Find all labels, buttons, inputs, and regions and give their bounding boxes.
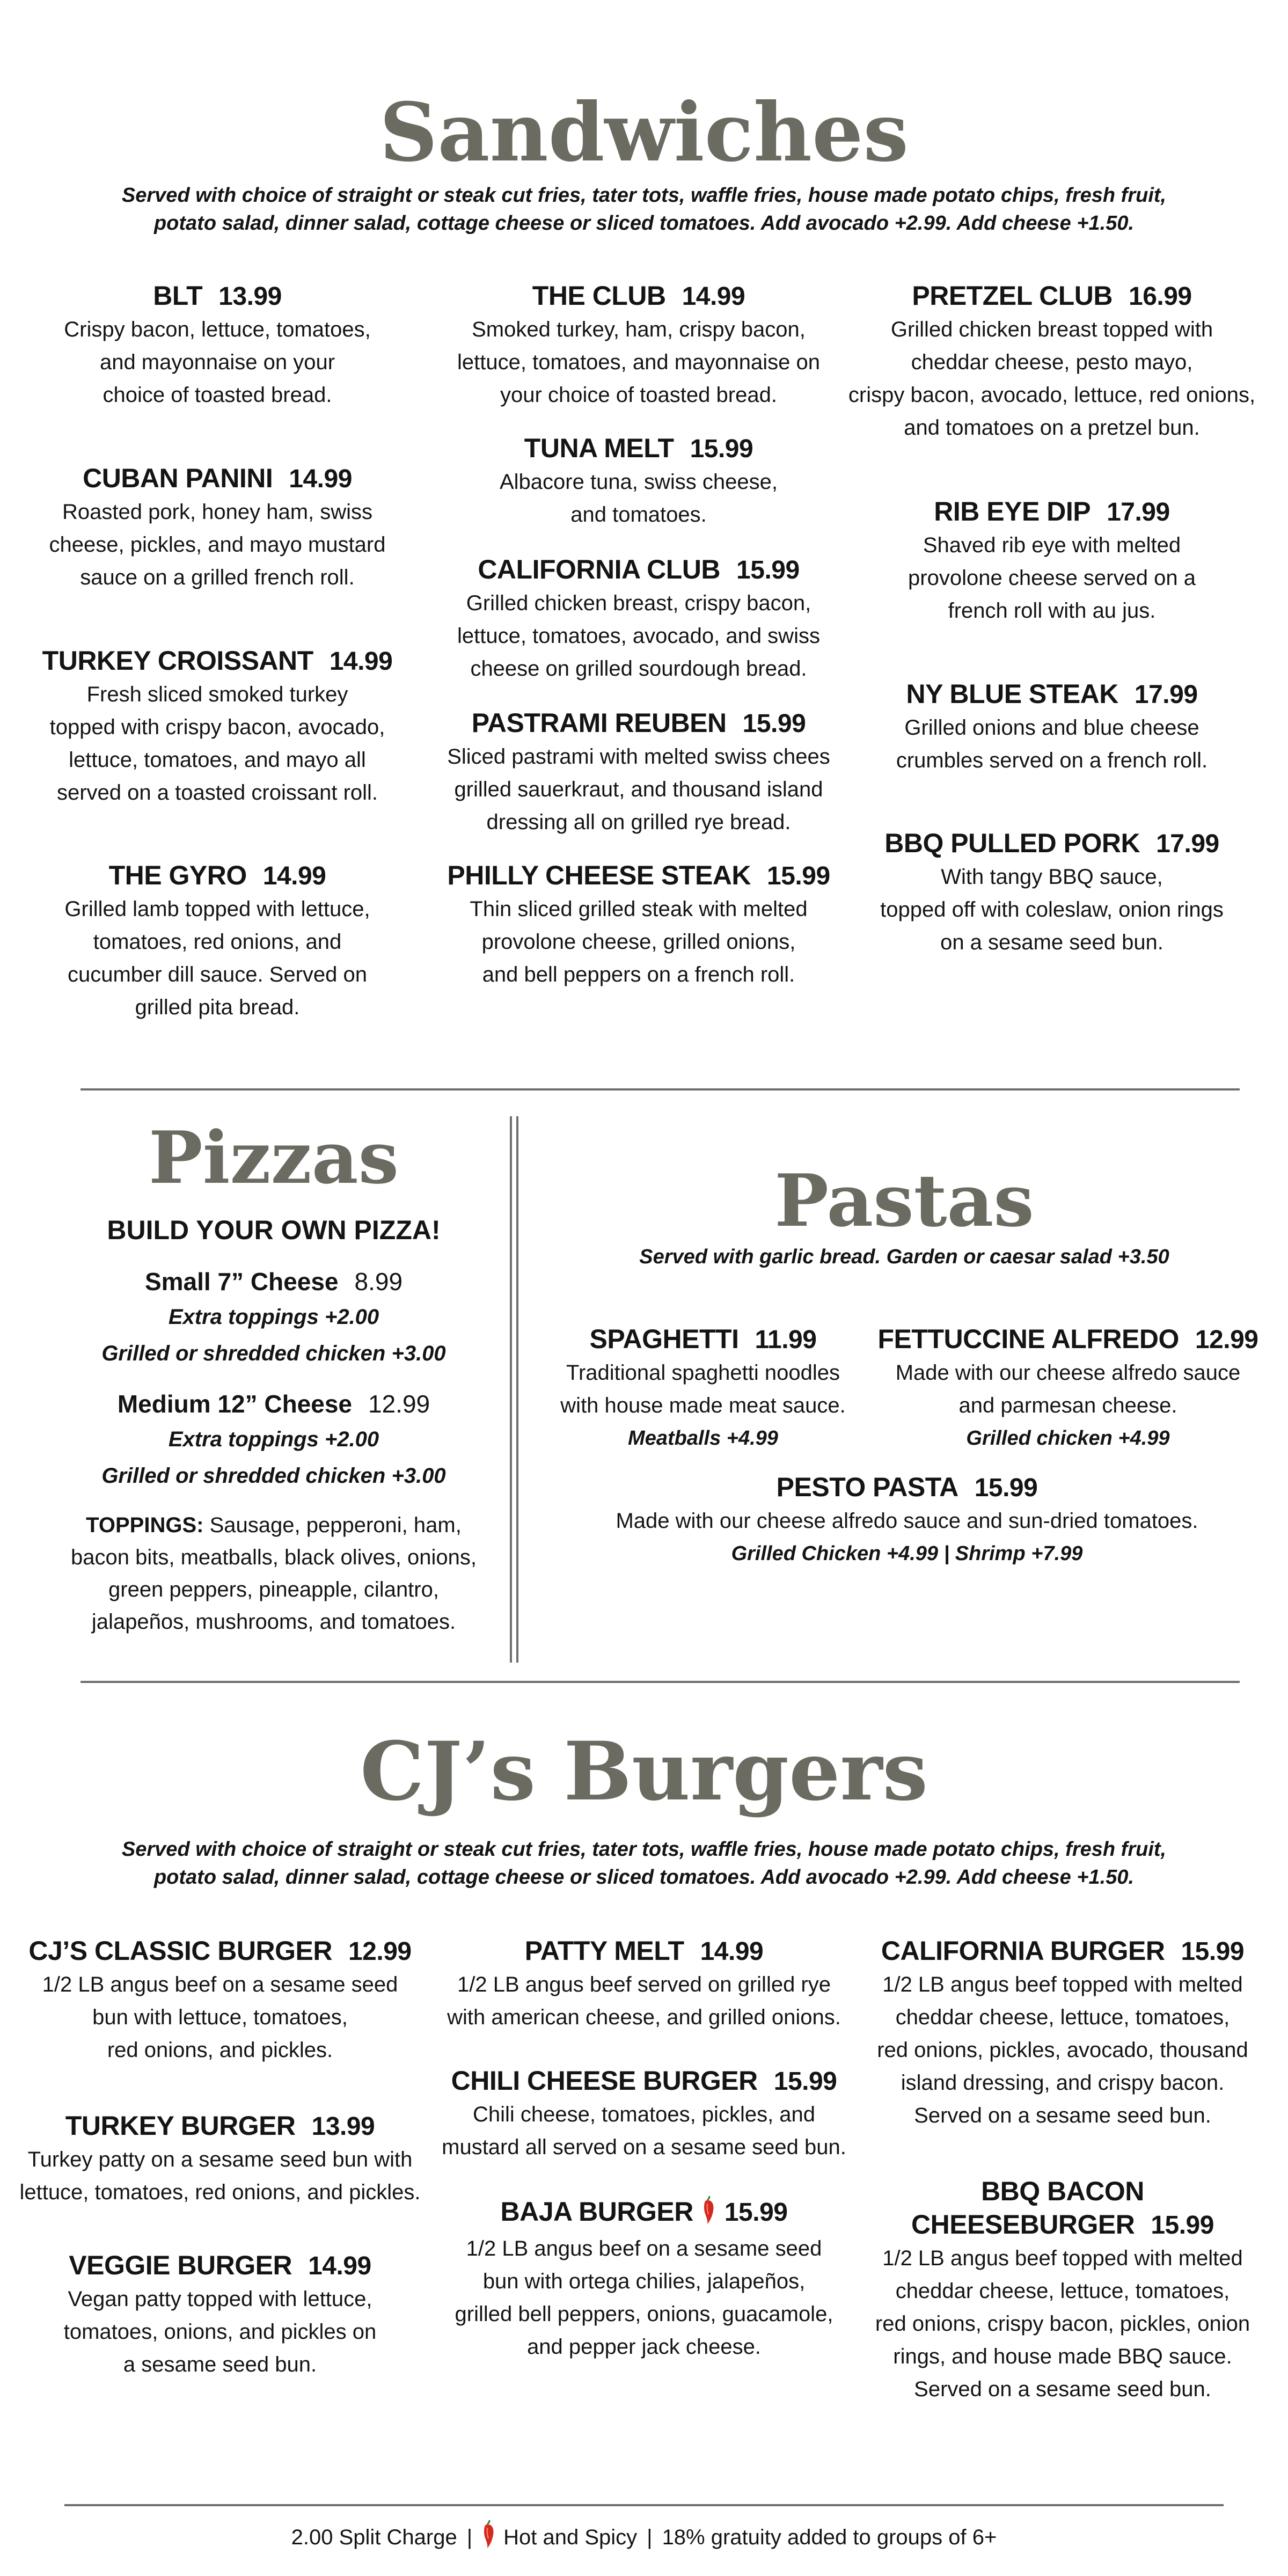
item-name: BBQ PULLED PORK [884,828,1140,858]
split-charge-note: 2.00 Split Charge [291,2526,457,2550]
toppings-text: Sausage, pepperoni, ham, [203,1513,462,1537]
toppings-text: green peppers, pineapple, cilantro, [108,1578,439,1601]
item-price: 15.99 [1181,1937,1245,1966]
item-name-row [869,1322,1267,1357]
menu-item-patty-melt [440,1934,848,2034]
menu-item-rib-eye-dip [848,495,1256,627]
item-description: Grilled chicken breast, crispy bacon, lettuce, tomatoes, avocado, and swiss cheese on grilled sourdough bread. [457,591,820,680]
pizza-pasta-divider-right [516,1116,518,1663]
item-name-row [440,1934,848,1968]
item-price: 14.99 [682,282,745,311]
item-name-row [848,677,1256,712]
item-name: THE CLUB [532,281,666,311]
hot-and-spicy-legend: Hot and Spicy [503,2526,638,2550]
item-name-row [21,462,413,496]
item-price: 15.99 [690,435,753,463]
menu-item-the-gyro [21,859,413,1024]
pizza-chicken-addon: Grilled or shredded chicken +3.00 [101,1342,446,1365]
item-description: Sliced pastrami with melted swiss chees grilled sauerkraut, and thousand island dressing all on grilled rye bread. [447,745,830,834]
menu-item-baja-burger [440,2195,848,2363]
menu-item-blt [21,279,413,412]
pizza-size-name: Small 7” Cheese [144,1268,339,1296]
pizza-toppings [54,1509,494,1638]
pizza-price: 12.99 [368,1390,430,1418]
item-price: 13.99 [311,2112,375,2141]
footer [0,2519,1288,2558]
item-description: 1/2 LB angus beef topped with melted cheddar cheese, lettuce, tomatoes, red onions, pickles, avocado, thousand island dressing, and crispy bacon. Served on a sesame seed bun. [877,1973,1248,2127]
item-description: Grilled onions and blue cheese crumbles served on a french roll. [896,716,1208,772]
sandwiches-title: Sandwiches [379,85,909,180]
item-name: BBQ BACON [981,2176,1144,2206]
item-name-row [440,2195,848,2233]
item-name: TUNA MELT [524,433,674,463]
item-name-row [429,859,848,893]
item-name: CUBAN PANINI [83,463,273,493]
item-name-row [440,2064,848,2098]
item-name: CALIFORNIA BURGER [881,1936,1165,1966]
item-name: FETTUCCINE ALFREDO [877,1324,1179,1354]
item-description: Shaved rib eye with melted provolone cheese served on a french roll with au jus. [908,533,1196,623]
item-price: 14.99 [308,2252,371,2280]
item-description: 1/2 LB angus beef on a sesame seed bun with lettuce, tomatoes, red onions, and pickles. [42,1973,398,2062]
item-name-row [853,1934,1272,1968]
item-price: 15.99 [773,2067,837,2096]
toppings-label: TOPPINGS: [86,1513,204,1537]
pizza-extra-toppings: Extra toppings +2.00 [168,1305,379,1329]
item-price: 14.99 [262,862,326,890]
item-name-row [853,2208,1272,2242]
burgers-title: CJ’s Burgers [360,1724,928,1819]
item-name-row [429,431,848,466]
menu-item-ny-blue-steak [848,677,1256,777]
item-description: Grilled chicken breast topped with cheddar cheese, pesto mayo, crispy bacon, avocado, lettuce, red onions, and tomatoes on a pretzel bun. [848,318,1256,440]
item-name: BAJA BURGER [500,2197,693,2227]
item-name: PESTO PASTA [776,1472,958,1502]
item-price: 15.99 [736,556,800,584]
item-price: 14.99 [700,1937,764,1966]
item-description: Smoked turkey, ham, crispy bacon, lettuce, tomatoes, and mayonnaise on your choice of toasted bread. [457,318,820,407]
item-price: 14.99 [289,465,352,493]
item-description: Thin sliced grilled steak with melted provolone cheese, grilled onions, and bell peppers on a french roll. [470,897,808,986]
item-description: Roasted pork, honey ham, swiss cheese, pickles, and mayo mustard sauce on a grilled french roll. [49,500,386,589]
item-name: PATTY MELT [524,1936,684,1966]
item-price: 15.99 [974,1474,1038,1502]
menu-item-pastrami-reuben [429,706,848,839]
item-price: 17.99 [1107,498,1170,526]
item-name-row [11,2249,429,2283]
item-price: 14.99 [329,647,393,676]
item-name-row [21,644,413,678]
menu-item-california-burger [853,1934,1272,2132]
item-description: Crispy bacon, lettuce, tomatoes, and mayonnaise on your choice of toasted bread. [64,318,371,407]
item-price: 17.99 [1156,830,1219,858]
item-description: Albacore tuna, swiss cheese, and tomatoes. [499,470,778,526]
item-name: CHILI CHEESE BURGER [451,2066,758,2096]
pastas-title: Pastas [774,1158,1034,1243]
item-name-row [429,706,848,741]
menu-item-fettuccine-alfredo [869,1322,1267,1454]
item-name-row [21,279,413,313]
footer-separator: | [466,2526,473,2550]
menu-item-philly-cheese-steak [429,859,848,991]
item-name-row [429,553,848,587]
menu-item-california-club [429,553,848,685]
pizzas-title: Pizzas [148,1115,399,1200]
pizza-price: 8.99 [354,1268,403,1296]
menu-item-cuban-panini [21,462,413,594]
item-price: 13.99 [218,282,282,311]
item-name: SPAGHETTI [589,1324,739,1354]
menu-item-pretzel-club [848,279,1256,444]
item-name-row [21,859,413,893]
item-name: PASTRAMI REUBEN [471,708,727,738]
footer-divider [64,2504,1224,2506]
item-name: CJ’S CLASSIC BURGER [28,1936,332,1966]
chili-pepper-icon [482,2519,496,2558]
item-description: 1/2 LB angus beef topped with melted cheddar cheese, lettuce, tomatoes, red onions, crispy bacon, pickles, onion rings, and house made BBQ sauce. Served on a sesame seed bun. [875,2246,1250,2401]
item-price: 17.99 [1134,680,1198,709]
item-name: TURKEY CROISSANT [42,646,313,676]
item-price: 12.99 [1195,1326,1258,1354]
item-description: Fresh sliced smoked turkey topped with crispy bacon, avocado, lettuce, tomatoes, and mayo all served on a toasted croissant roll. [49,683,385,804]
item-name-row [429,279,848,313]
item-price: 16.99 [1129,282,1192,311]
item-price: 15.99 [724,2198,788,2227]
item-name-row [848,826,1256,861]
item-description: Chili cheese, tomatoes, pickles, and mustard all served on a sesame seed bun. [442,2103,846,2159]
item-description: 1/2 LB angus beef on a sesame seed bun with ortega chilies, jalapeños, grilled bell peppers, onions, guacamole, and pepper jack cheese. [455,2237,833,2359]
item-price: 15.99 [767,862,830,890]
item-description: Made with our cheese alfredo sauce and parmesan cheese. [895,1361,1241,1417]
menu-item-cjs-classic-burger [11,1934,429,2067]
item-price: 11.99 [755,1326,817,1354]
item-name: NY BLUE STEAK [906,679,1118,709]
item-description: Vegan patty topped with lettuce, tomatoes, onions, and pickles on a sesame seed bun. [63,2287,377,2376]
menu-item-turkey-burger [11,2109,429,2209]
item-addon: Grilled chicken +4.99 [966,1427,1170,1450]
item-description: Grilled lamb topped with lettuce, tomatoes, red onions, and cucumber dill sauce. Served on grilled pita bread. [64,897,370,1019]
item-name: PHILLY CHEESE STEAK [447,860,751,890]
pizza-size-row [54,1264,494,1299]
section-divider-middle [80,1681,1240,1683]
footer-separator: | [647,2526,653,2550]
menu-item-tuna-melt [429,431,848,531]
section-divider-top [80,1088,1240,1091]
pastas-note: Served with garlic bread. Garden or caesar salad +3.50 [639,1246,1169,1268]
toppings-text: jalapeños, mushrooms, and tomatoes. [91,1610,456,1634]
pizzas-panel [54,1208,494,1638]
menu-item-the-club [429,279,848,412]
menu-item-veggie-burger [11,2249,429,2381]
pizza-size-row [54,1387,494,1421]
menu-item-pesto-pasta [537,1470,1277,1570]
sandwiches-note: Served with choice of straight or steak cut fries, tater tots, waffle fries, house made potato chips, fresh fruit, potato salad, dinner salad, cottage cheese or sliced tomatoes. Add avocado +2.99. Add cheese +1.50. [121,184,1167,235]
item-name-row [542,1322,864,1357]
pizza-extra-toppings: Extra toppings +2.00 [168,1428,379,1451]
item-description: Traditional spaghetti noodles with house made meat sauce. [560,1361,846,1417]
item-name: VEGGIE BURGER [69,2250,292,2280]
pizza-medium [54,1387,494,1494]
gratuity-note: 18% gratuity added to groups of 6+ [662,2526,997,2550]
burgers-note: Served with choice of straight or steak cut fries, tater tots, waffle fries, house made potato chips, fresh fruit, potato salad, dinner salad, cottage cheese or sliced tomatoes. Add avocado +2.99. Add cheese +1.50. [121,1838,1167,1889]
item-name: RIB EYE DIP [934,496,1091,526]
item-addon: Grilled Chicken +4.99 | Shrimp +7.99 [731,1542,1083,1565]
item-description: 1/2 LB angus beef served on grilled rye with american cheese, and grilled onions. [447,1973,841,2029]
item-addon: Meatballs +4.99 [628,1427,778,1450]
item-name-row [11,1934,429,1968]
chili-pepper-icon [702,2195,716,2233]
menu-item-chili-cheese-burger [440,2064,848,2164]
menu-item-bbq-pulled-pork [848,826,1256,959]
item-price: 15.99 [742,709,806,738]
item-name: CALIFORNIA CLUB [478,554,721,584]
item-name: CHEESEBURGER [911,2209,1135,2240]
item-name-row [848,279,1256,313]
toppings-text: bacon bits, meatballs, black olives, onions, [71,1546,477,1569]
item-description: Turkey patty on a sesame seed bun with lettuce, tomatoes, red onions, and pickles. [19,2148,421,2204]
item-name: TURKEY BURGER [65,2111,296,2141]
menu-item-bbq-bacon-cheeseburger [853,2175,1272,2406]
item-name: THE GYRO [108,860,247,890]
pizza-heading: BUILD YOUR OWN PIZZA! [107,1215,441,1245]
pizza-chicken-addon: Grilled or shredded chicken +3.00 [101,1464,446,1488]
item-description: With tangy BBQ sauce, topped off with coleslaw, onion rings on a sesame seed bun. [880,865,1224,954]
menu-item-turkey-croissant [21,644,413,809]
item-name: BLT [153,281,203,311]
item-description: Made with our cheese alfredo sauce and sun-dried tomatoes. [616,1509,1198,1533]
item-name-row [11,2109,429,2143]
menu-item-spaghetti [542,1322,864,1454]
item-name-row [848,495,1256,529]
item-name-row [537,1470,1277,1505]
pizza-size-name: Medium 12” Cheese [117,1390,353,1418]
pizza-small [54,1264,494,1372]
pizza-pasta-divider-left [510,1116,512,1663]
item-name: PRETZEL CLUB [912,281,1113,311]
item-price: 15.99 [1151,2211,1214,2240]
item-price: 12.99 [348,1937,412,1966]
